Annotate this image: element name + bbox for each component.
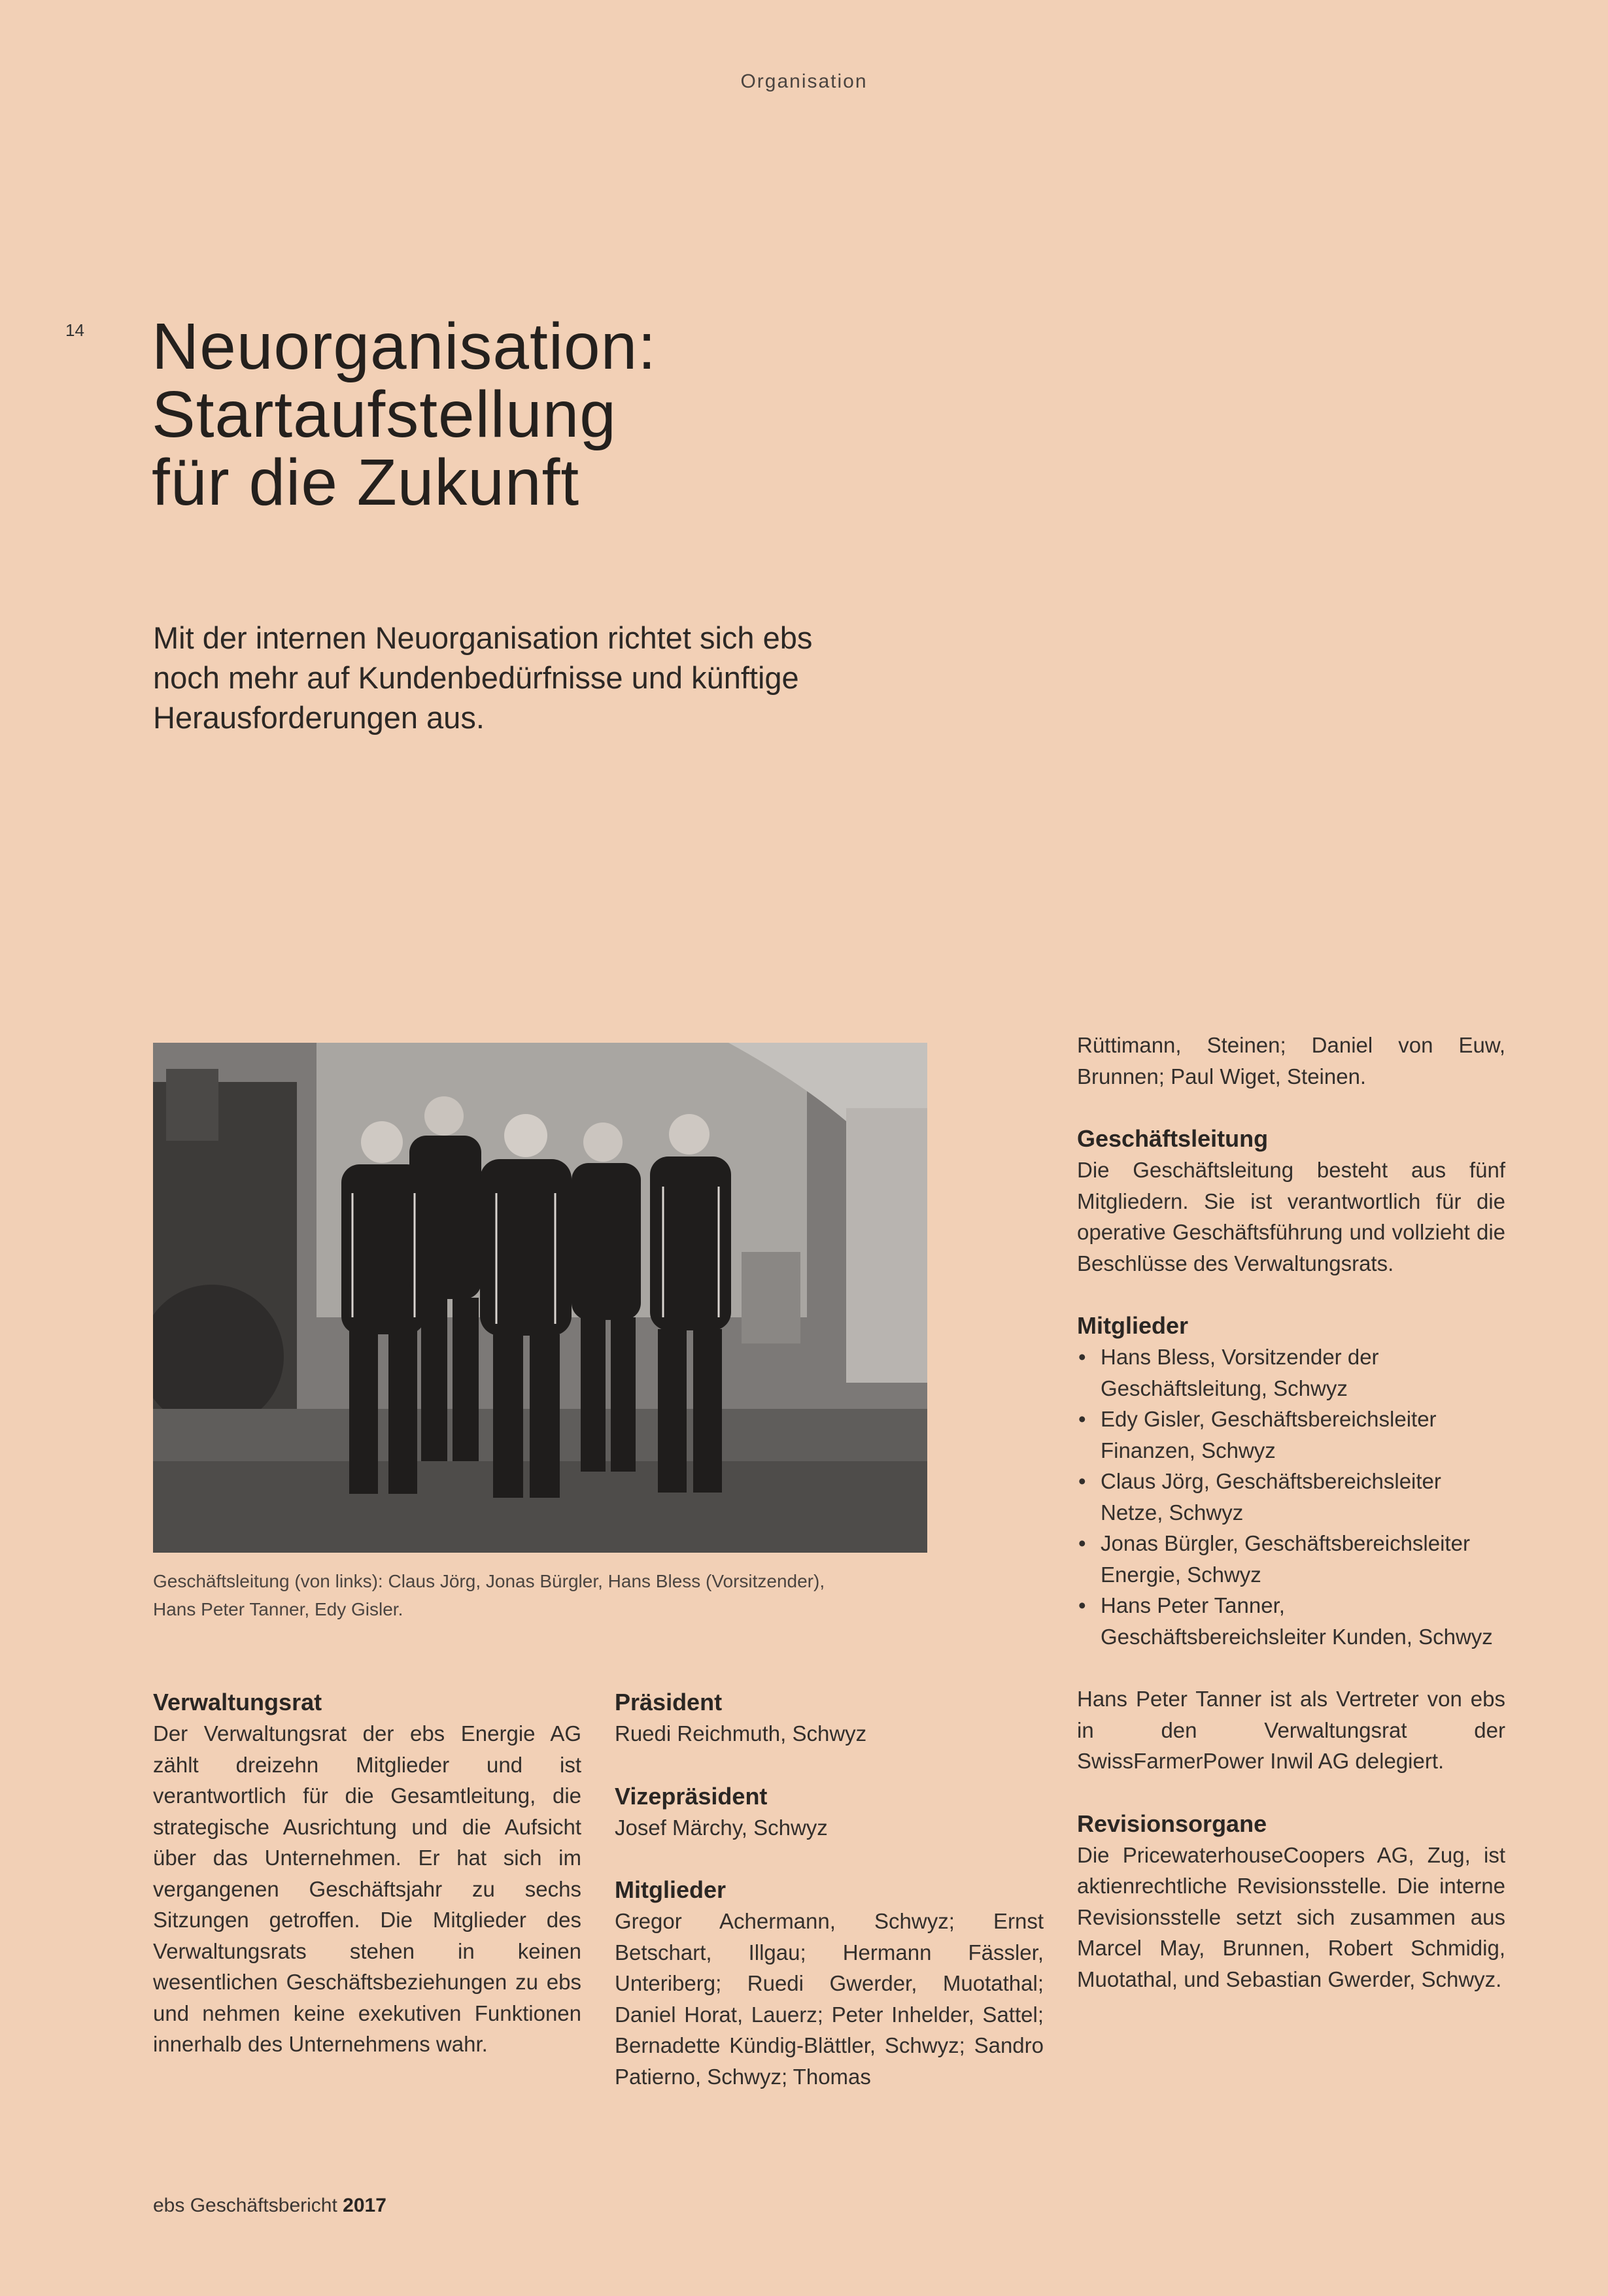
geschaeftsleitung-heading: Geschäftsleitung [1077, 1125, 1269, 1152]
geschaeftsleitung-body: Die Geschäftsleitung besteht aus fünf Mitgliedern. Sie ist verantwortlich für die operative Geschäftsführung und vollzieht die Beschlüsse des Verwaltungsrats. [1077, 1158, 1505, 1275]
title-line-3: für die Zukunft [152, 446, 580, 519]
board-members-section [615, 1687, 1044, 2092]
lead-line-3: Herausforderungen aus. [153, 700, 485, 735]
photo-caption [153, 1567, 938, 1623]
geschaeftsleitung-members-heading: Mitglieder [1077, 1312, 1189, 1339]
revision-heading: Revisionsorgane [1077, 1810, 1267, 1837]
board-members-list-part1: Gregor Achermann, Schwyz; Ernst Betschart, Illgau; Hermann Fässler, Unteriberg; Ruedi Gwerder, Muotathal; Daniel Horat, Lauerz; Peter Inhelder, Sattel; Bernadette Kündig-Blättler, Schwyz; Sandro Patierno, Schwyz; Thomas [615, 1909, 1044, 2089]
footer-year: 2017 [343, 2195, 386, 2216]
lead-line-1: Mit der internen Neuorganisation richtet sich ebs [153, 620, 813, 655]
footer [153, 2195, 386, 2217]
lead-line-2: noch mehr auf Kundenbedürfnisse und künftige [153, 660, 799, 695]
page-number: 14 [65, 320, 84, 340]
caption-line-2: Hans Peter Tanner, Edy Gisler. [153, 1599, 403, 1619]
caption-line-1: Geschäftsleitung (von links): Claus Jörg, Jonas Bürgler, Hans Bless (Vorsitzender), [153, 1571, 825, 1591]
lead-paragraph [153, 618, 1003, 737]
section-label: Organisation [740, 71, 868, 92]
verwaltungsrat-section [153, 1687, 581, 2060]
list-item: • Jonas Bürgler, Geschäftsbereichsleiter Energie, Schwyz [1077, 1528, 1505, 1590]
footer-text: ebs Geschäftsbericht [153, 2195, 337, 2216]
list-item: • Hans Bless, Vorsitzender der Geschäftsleitung, Schwyz [1077, 1342, 1505, 1404]
vice-president-name: Josef Märchy, Schwyz [615, 1815, 828, 1840]
president-name: Ruedi Reichmuth, Schwyz [615, 1721, 867, 1746]
team-photo [153, 1043, 927, 1553]
geschaeftsleitung-members-list [1077, 1342, 1505, 1652]
right-column [1077, 1030, 1505, 1995]
title-line-1: Neuorganisation: [152, 310, 657, 383]
president-heading: Präsident [615, 1689, 723, 1715]
vice-president-heading: Vizepräsident [615, 1782, 768, 1810]
board-members-list-part2: Rüttimann, Steinen; Daniel von Euw, Brunnen; Paul Wiget, Steinen. [1077, 1033, 1505, 1089]
verwaltungsrat-body: Der Verwaltungsrat der ebs Energie AG zählt dreizehn Mitglieder und ist verantwortlich für die Gesamtleitung, die strategische Ausrichtung und die Aufsicht über das Unternehmen. Er hat sich im vergangenen Geschäftsjahr zu sechs Sitzungen getroffen. Die Mitglieder des Verwaltungsrats stehen in keinen wesentlichen Geschäftsbeziehungen zu ebs und nehmen keine exekutiven Funktionen innerhalb des Unternehmens wahr. [153, 1721, 581, 2056]
delegation-note: Hans Peter Tanner ist als Vertreter von ebs in den Verwaltungsrat der SwissFarmerPower Inwil AG delegiert. [1077, 1687, 1505, 1773]
verwaltungsrat-heading: Verwaltungsrat [153, 1689, 322, 1715]
list-item: • Hans Peter Tanner, Geschäftsbereichsleiter Kunden, Schwyz [1077, 1590, 1505, 1652]
title-line-2: Startaufstellung [152, 378, 617, 451]
board-members-heading: Mitglieder [615, 1876, 727, 1903]
list-item: • Claus Jörg, Geschäftsbereichsleiter Netze, Schwyz [1077, 1466, 1505, 1528]
page-title [152, 310, 1067, 519]
team-photo-illustration [153, 1043, 927, 1553]
revision-body: Die PricewaterhouseCoopers AG, Zug, ist aktienrechtliche Revisionsstelle. Die interne Revisionsstelle setzt sich zusammen aus Marcel May, Brunnen, Robert Schmidig, Muotathal, und Sebastian Gwerder, Schwyz. [1077, 1842, 1505, 1991]
list-item: • Edy Gisler, Geschäftsbereichsleiter Finanzen, Schwyz [1077, 1404, 1505, 1466]
